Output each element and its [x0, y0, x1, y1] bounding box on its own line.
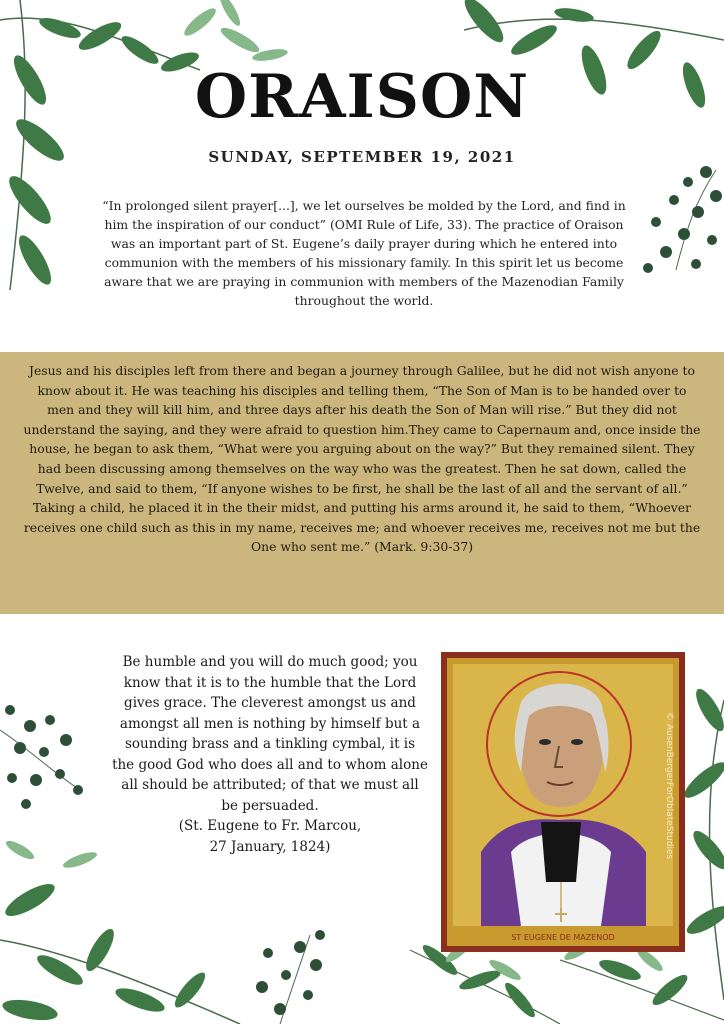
reflection-quote: [112, 652, 428, 857]
date-heading: SUNDAY, SEPTEMBER 19, 2021: [208, 148, 516, 166]
page-title: ORAISON: [194, 62, 530, 132]
foliage-bottom-left-decoration: [0, 840, 250, 1024]
gospel-paragraph: Jesus and his disciples left from there and began a journey through Galilee, but he did not wish anyone to know about it. He was teaching his disciples and telling them, “The Son of Man is to be handed over to men and they will kill him, and three days after his death the Son of Man will rise.” But they did not understand the saying, and they were afraid to question him.They came to Capernaum and, once inside the house, he began to ask them, “What were you arguing about on the way?” But they remained silent. They had been discussing among themselves on the way who was the greatest. Then he sat down, called the Twelve, and said to them, “If anyone wishes to be first, he shall be the last of all and the servant of all.” Taking a child, he placed it in the their midst, and putting his arms around it, he said to them, “Whoever receives one child such as this in my name, receives me; and whoever receives me, receives not me but the One who sent me.” (Mark. 9:30-37): [23, 363, 701, 555]
attribution-line-1: (St. Eugene to Fr. Marcou,: [178, 818, 362, 834]
berries-right-decoration: [636, 160, 724, 280]
attribution-line-2: 27 January, 1824): [209, 838, 331, 855]
icon-caption: ST EUGENE DE MAZENOD: [511, 933, 615, 942]
st-eugene-icon-image: [441, 652, 685, 952]
reflection-text: Be humble and you will do much good; you know that it is to the humble that the Lord gives grace. The cleverest amongst us and amongst all men is nothing by himself but a sounding brass and a tinkling cymbal, it is the good God who does all and to whom alone all should be attributed; of that we must all be persuaded.: [112, 654, 428, 814]
intro-paragraph: “In prolonged silent prayer[...], we let ourselves be molded by the Lord, and find in him the inspiration of our conduct” (OMI Rule of Life, 33). The practice of Oraison was an important part of St. Eugene’s daily prayer during which he entered into communion with the members of his missionary family. In this spirit let us become aware that we are praying in communion with members of the Mazenodian Family throughout the world.: [102, 198, 626, 308]
icon-watermark: © AusenBergerForOblateStudies: [664, 712, 674, 860]
berries-bottom-decoration: [250, 925, 340, 1024]
berries-left-decoration: [0, 690, 90, 820]
